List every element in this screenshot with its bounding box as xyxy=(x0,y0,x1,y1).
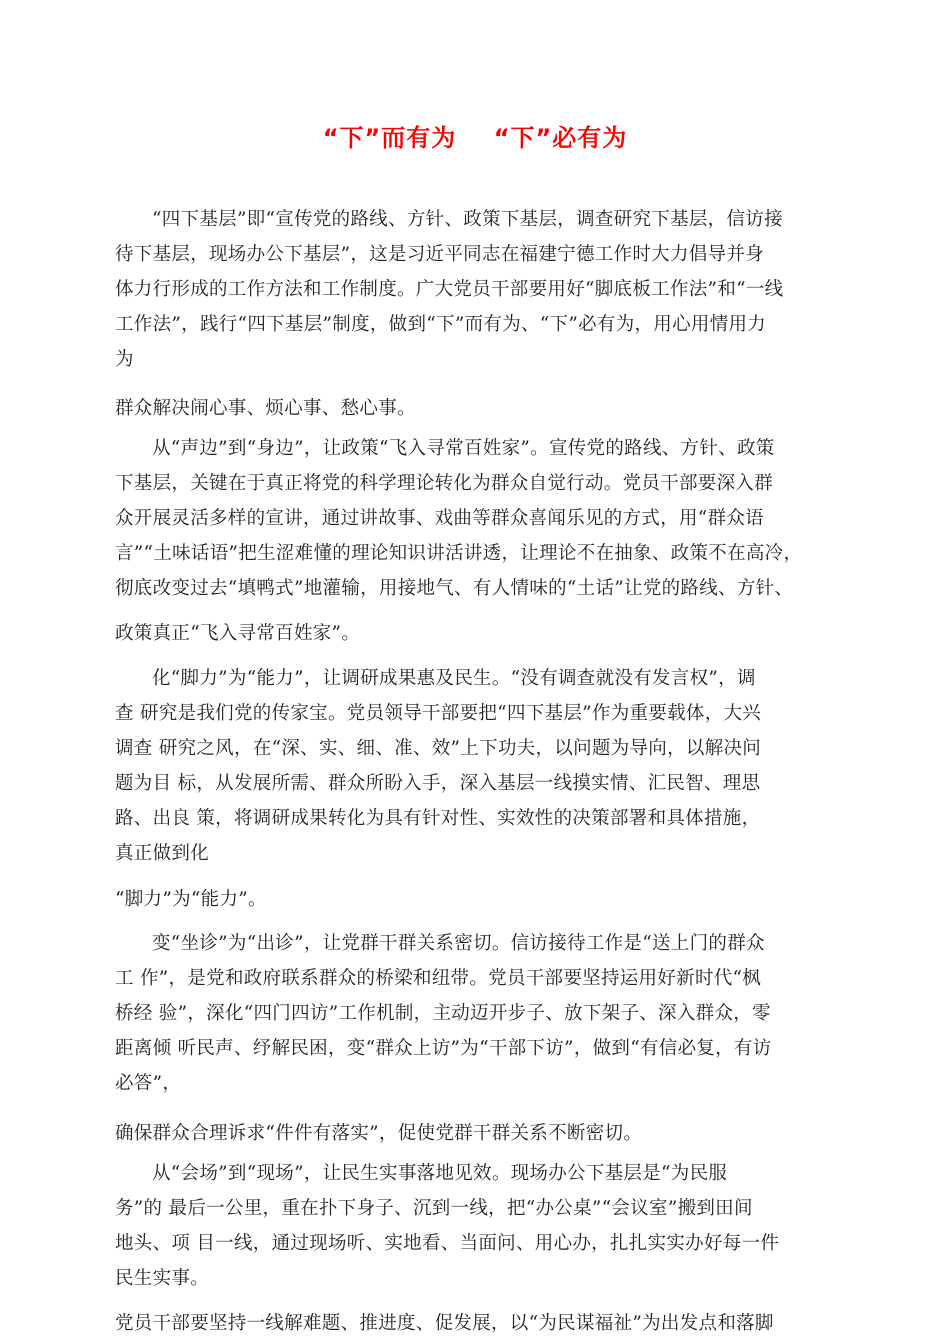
text-line: 政策真正“飞入寻常百姓家”。 xyxy=(115,623,361,644)
text-line: 群众解决闹心事、烦心事、愁心事。 xyxy=(115,398,416,419)
text-line: 下基层，关键在于真正将党的科学理论转化为群众自觉行动。党员干部要深入群 xyxy=(115,473,774,494)
text-line: 言”“土味话语”把生涩难懂的理论知识讲活讲透，让理论不在抽象、政策不在高冷， xyxy=(115,543,803,564)
text-line: 桥经 验”，深化“四门四访”工作机制，主动迈开步子、放下架子、深入群众，零 xyxy=(115,1003,771,1024)
text-line: 彻底改变过去“填鸭式”地灌输，用接地气、有人情味的“土话”让党的路线、方针、 xyxy=(115,578,794,599)
text-line: 从“会场”到“现场”，让民生实事落地见效。现场办公下基层是“为民服 xyxy=(152,1163,728,1184)
text-line: “四下基层”即“宣传党的路线、方针、政策下基层，调查研究下基层，信访接 xyxy=(152,209,783,230)
text-line: 查 研究是我们党的传家宝。党员领导干部要把“四下基层”作为重要载体，大兴 xyxy=(115,703,762,724)
text-line: 地头、项 目一线，通过现场听、实地看、当面问、用心办，扎扎实实办好每一件 xyxy=(115,1233,780,1254)
text-line: 为 xyxy=(115,349,134,370)
text-line: 务”的 最后一公里，重在扑下身子、沉到一线，把“办公桌”“会议室”搬到田间 xyxy=(115,1198,753,1219)
text-line: 距离倾 听民声、纾解民困，变“群众上访”为“干部下访”，做到“有信必复，有访 xyxy=(115,1038,772,1059)
text-line: 待下基层，现场办公下基层”，这是习近平同志在福建宁德工作时大力倡导并身 xyxy=(115,244,764,265)
text-line: “脚力”为“能力”。 xyxy=(115,889,267,910)
text-line: 调查 研究之风，在“深、实、细、准、效”上下功夫，以问题为导向，以解决问 xyxy=(115,738,762,759)
text-line: 路、出良 策，将调研成果转化为具有针对性、实效性的决策部署和具体措施， xyxy=(115,808,761,829)
text-line: 工 作”，是党和政府联系群众的桥梁和纽带。党员干部要坚持运用好新时代“枫 xyxy=(115,968,762,989)
text-line: 党员干部要坚持一线解难题、推进度、促发展，以“为民谋福祉”为出发点和落脚 xyxy=(115,1313,774,1334)
text-line: 从“声边”到“身边”，让政策“飞入寻常百姓家”。宣传党的路线、方针、政策 xyxy=(152,438,775,459)
text-line: 民生实事。 xyxy=(115,1268,210,1289)
text-line: 必答”， xyxy=(115,1073,182,1094)
text-line: 真正做到化 xyxy=(115,843,210,864)
text-line: 确保群众合理诉求“件件有落实”，促使党群干群关系不断密切。 xyxy=(115,1123,643,1144)
text-line: 体力行形成的工作方法和工作制度。广大党员干部要用好“脚底板工作法”和“一线 xyxy=(115,279,784,300)
text-line: 众开展灵活多样的宣讲，通过讲故事、戏曲等群众喜闻乐见的方式，用“群众语 xyxy=(115,508,764,529)
text-line: 工作法”，践行“四下基层”制度，做到“下”而有为、“下”必有为，用心用情用力 xyxy=(115,314,767,335)
text-line: 化“脚力”为“能力”，让调研成果惠及民生。“没有调查就没有发言权”，调 xyxy=(152,668,756,689)
document-title: “下”而有为 “下”必有为 xyxy=(322,124,628,152)
text-line: 题为目 标，从发展所需、群众所盼入手，深入基层一线摸实情、汇民智、理思 xyxy=(115,773,761,794)
text-line: 变“坐诊”为“出诊”，让党群干群关系密切。信访接待工作是“送上门的群众 xyxy=(152,933,765,954)
